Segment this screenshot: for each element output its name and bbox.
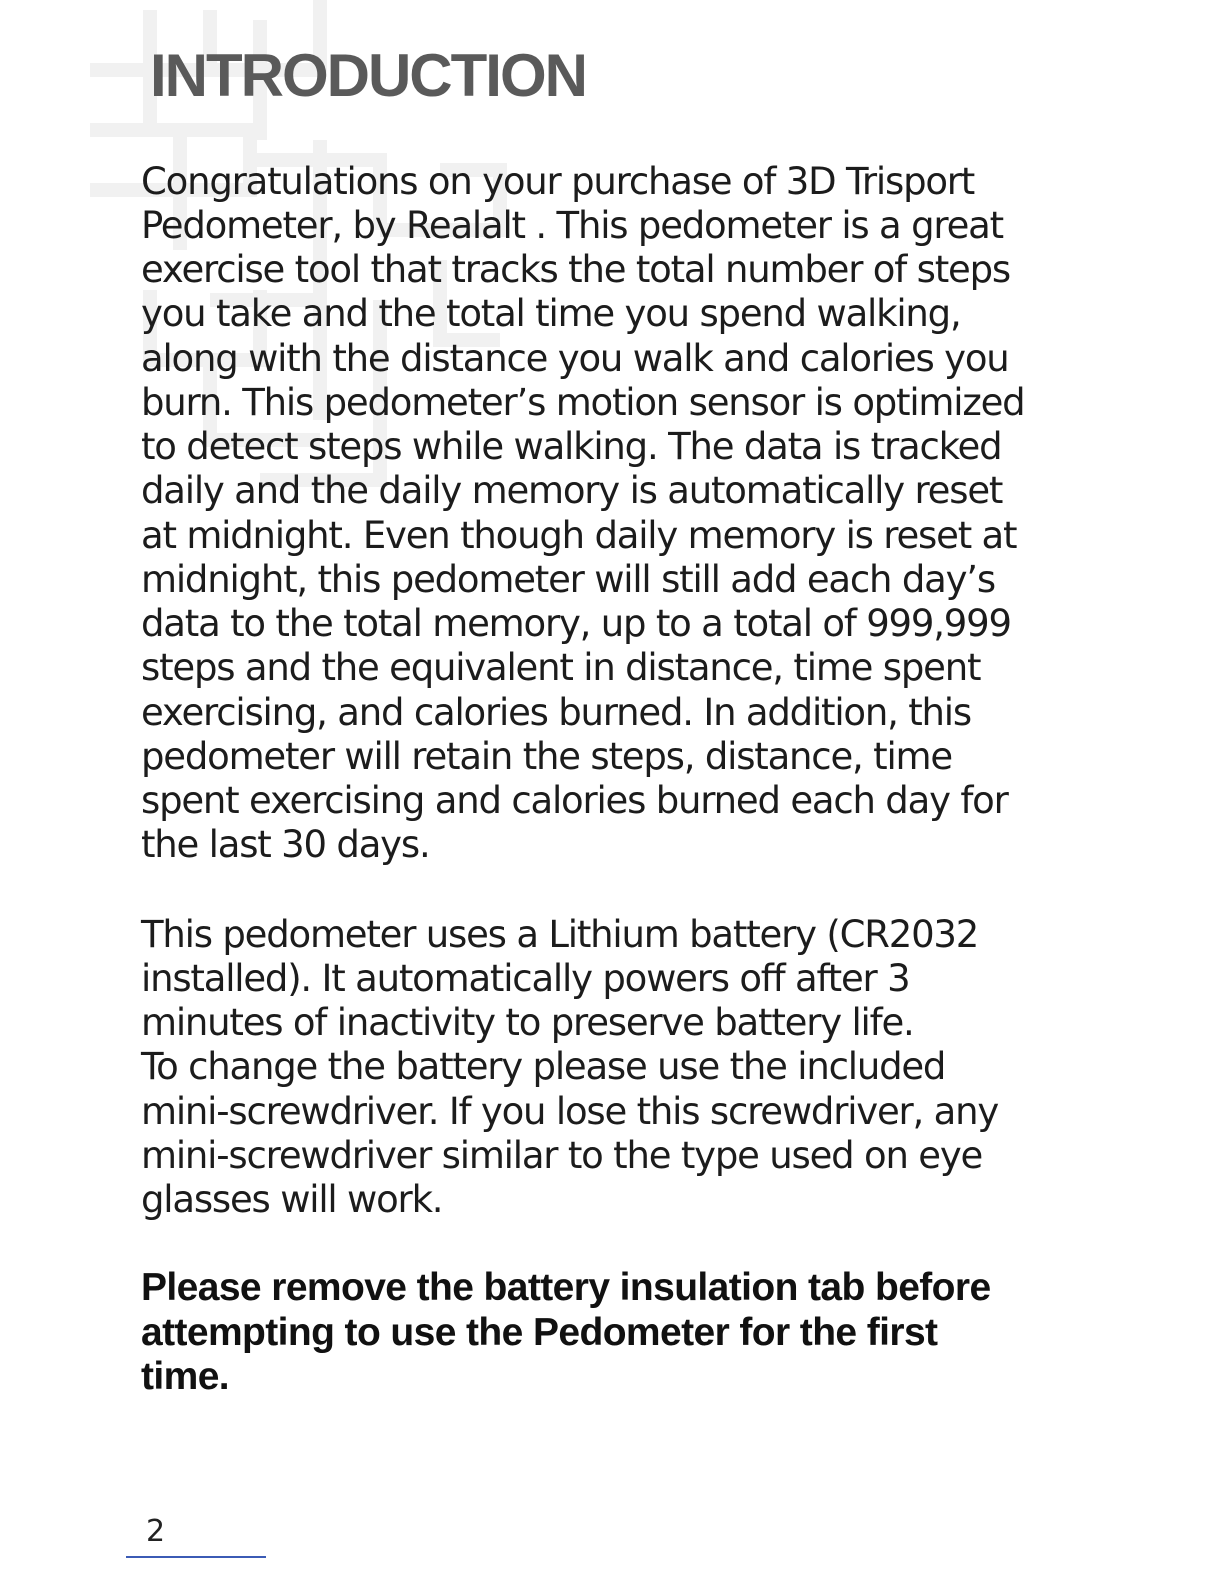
paragraph-line: to detect steps while walking. The data is tracked	[141, 425, 1002, 468]
paragraph-line: exercising, and calories burned. In addition, this	[141, 691, 971, 734]
paragraph-line: midnight, this pedometer will still add each day’s	[141, 558, 995, 601]
paragraph-line: glasses will work.	[141, 1178, 443, 1221]
paragraph-line: Congratulations on your purchase of 3D Trisport	[141, 160, 975, 203]
paragraph-line: the last 30 days.	[141, 823, 430, 866]
paragraph-line: pedometer will retain the steps, distance, time	[141, 735, 952, 778]
paragraph-line: exercise tool that tracks the total number of steps	[141, 248, 1010, 291]
page-number-rule	[126, 1556, 266, 1558]
paragraph-line: mini-screwdriver similar to the type used on eye	[141, 1134, 983, 1177]
paragraph-line: data to the total memory, up to a total of 999,999	[141, 602, 1011, 645]
page-title: INTRODUCTION	[150, 42, 586, 109]
paragraph-line: Pedometer, by Realalt . This pedometer is a great	[141, 204, 1003, 247]
notice-line: time.	[141, 1355, 230, 1398]
paragraph-line: minutes of inactivity to preserve battery life.	[141, 1001, 914, 1044]
page-number: 2	[146, 1514, 166, 1549]
paragraph-line: mini-screwdriver. If you lose this screwdriver, any	[141, 1090, 999, 1133]
notice-line: Please remove the battery insulation tab before	[141, 1266, 991, 1309]
paragraph-line: This pedometer uses a Lithium battery (CR2032	[141, 913, 979, 956]
paragraph-line: you take and the total time you spend walking,	[141, 292, 961, 335]
paragraph-line: burn. This pedometer’s motion sensor is optimized	[141, 381, 1025, 424]
paragraph-line: steps and the equivalent in distance, time spent	[141, 646, 981, 689]
paragraph-line: at midnight. Even though daily memory is reset at	[141, 514, 1017, 557]
paragraph-line: daily and the daily memory is automatically reset	[141, 469, 1003, 512]
paragraph-line: installed). It automatically powers off after 3	[141, 957, 910, 1000]
paragraph-line: spent exercising and calories burned each day for	[141, 779, 1008, 822]
notice-line: attempting to use the Pedometer for the first	[141, 1311, 938, 1354]
paragraph-line: To change the battery please use the included	[141, 1045, 946, 1088]
paragraph-line: along with the distance you walk and calories you	[141, 337, 1009, 380]
